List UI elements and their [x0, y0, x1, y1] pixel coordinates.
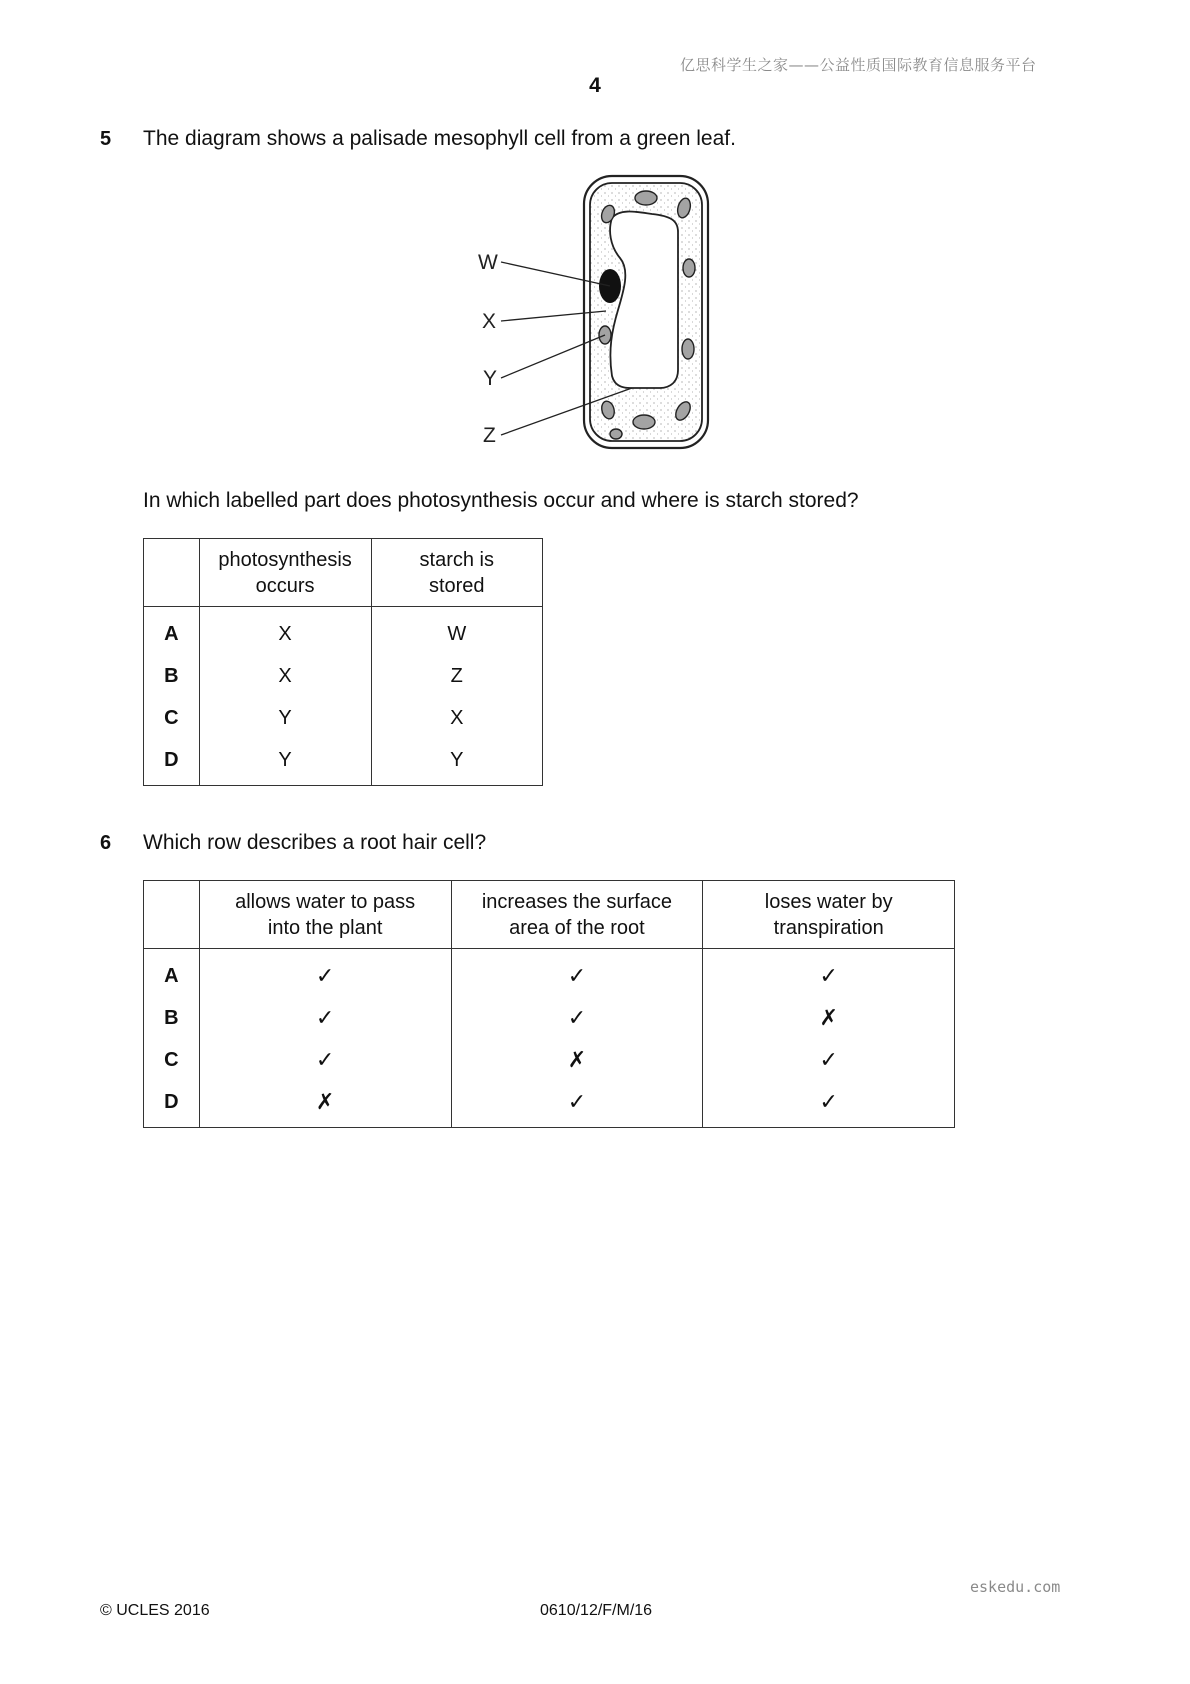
table-cell: X: [199, 607, 371, 656]
header-starch: starch is stored: [371, 539, 542, 607]
label-y: Y: [483, 367, 498, 390]
question-6-text: Which row describes a root hair cell?: [143, 831, 487, 854]
table-cell: Y: [371, 739, 542, 786]
tick-mark: ✓: [451, 997, 703, 1039]
cross-mark: ✗: [199, 1081, 451, 1128]
tick-mark: ✓: [199, 997, 451, 1039]
header-allows-water: allows water to pass into the plant: [199, 881, 451, 949]
header-blank: [144, 539, 200, 607]
tick-mark: ✓: [451, 1081, 703, 1128]
question-5-number: 5: [100, 128, 112, 150]
table-row[interactable]: [144, 949, 955, 998]
header-photosynthesis: photosynthesis occurs: [199, 539, 371, 607]
tick-mark: ✓: [451, 949, 703, 998]
header-blank: [144, 881, 200, 949]
option-letter: B: [144, 655, 200, 697]
tick-mark: ✓: [199, 1039, 451, 1081]
table-cell: Y: [199, 739, 371, 786]
label-z: Z: [483, 424, 496, 447]
question-5-answer-table: [143, 538, 543, 786]
header-surface-area: increases the surface area of the root: [451, 881, 703, 949]
option-letter: D: [144, 1081, 200, 1128]
option-letter: D: [144, 739, 200, 786]
table-cell: Z: [371, 655, 542, 697]
table-row[interactable]: [144, 1081, 955, 1128]
label-w: W: [478, 251, 498, 274]
tick-mark: ✓: [199, 949, 451, 998]
option-letter: C: [144, 1039, 200, 1081]
table-row[interactable]: [144, 997, 955, 1039]
table-cell: X: [371, 697, 542, 739]
footer-paper-code: 0610/12/F/M/16: [540, 1602, 653, 1619]
vacuole: [610, 212, 678, 389]
option-letter: C: [144, 697, 200, 739]
footer-copyright: © UCLES 2016: [100, 1602, 210, 1619]
option-letter: A: [144, 607, 200, 656]
table-row[interactable]: [144, 607, 543, 656]
tick-mark: ✓: [703, 1039, 955, 1081]
page-number: 4: [589, 74, 601, 97]
question-6-answer-table: [143, 880, 955, 1128]
option-letter: B: [144, 997, 200, 1039]
table-row[interactable]: [144, 655, 543, 697]
table-cell: Y: [199, 697, 371, 739]
footer-watermark: eskedu.com: [970, 1578, 1061, 1596]
label-x: X: [482, 310, 497, 333]
header-transpiration: loses water by transpiration: [703, 881, 955, 949]
tick-mark: ✓: [703, 1081, 955, 1128]
cross-mark: ✗: [703, 997, 955, 1039]
table-row[interactable]: [144, 739, 543, 786]
tick-mark: ✓: [703, 949, 955, 998]
table-cell: X: [199, 655, 371, 697]
table-row[interactable]: [144, 1039, 955, 1081]
question-5-text: The diagram shows a palisade mesophyll cell from a green leaf.: [143, 127, 736, 150]
table-cell: W: [371, 607, 542, 656]
palisade-cell-diagram: [470, 170, 730, 470]
table-row[interactable]: [144, 697, 543, 739]
question-6-number: 6: [100, 832, 112, 854]
header-watermark: 亿思科学生之家——公益性质国际教育信息服务平台: [680, 56, 1037, 74]
cross-mark: ✗: [451, 1039, 703, 1081]
option-letter: A: [144, 949, 200, 998]
question-5-prompt: In which labelled part does photosynthesis occur and where is starch stored?: [143, 489, 859, 512]
